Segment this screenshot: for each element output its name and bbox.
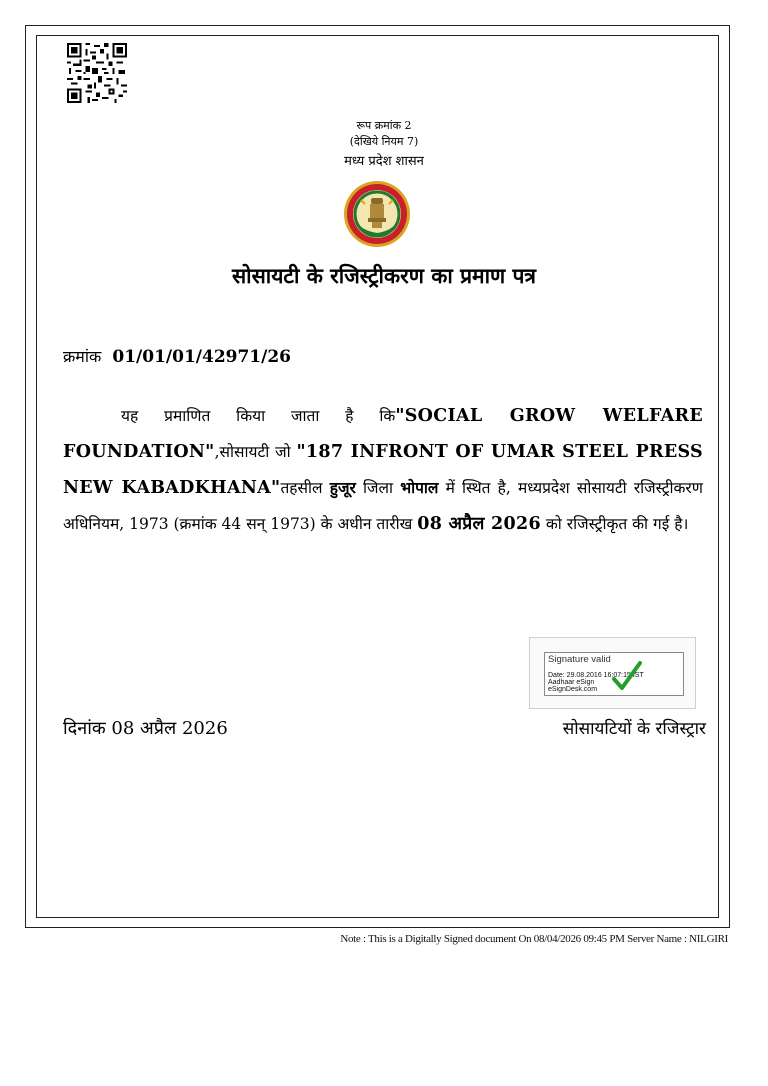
signature-site: eSignDesk.com bbox=[548, 686, 598, 693]
issue-date: दिनांक 08 अप्रैल 2026 bbox=[63, 718, 228, 739]
body-act-text: में स्थित है, मध्यप्रदेश सोसायटी रजिस्ट्रीकरण अधिनियम, 1973 (क्रमांक 44 सन् 1973) के अधीन तारीख bbox=[63, 479, 703, 533]
form-number: रूप क्रमांक 2 bbox=[356, 119, 412, 132]
government-name: मध्य प्रदेश शासन bbox=[344, 154, 424, 169]
registration-value: 01/01/01/42971/26 bbox=[112, 347, 291, 367]
tehsil-name: हुजूर bbox=[329, 478, 356, 497]
society-address: "187 INFRONT OF UMAR STEEL PRESS NEW KABADKHANA" bbox=[63, 442, 703, 498]
signature-status: Signature valid bbox=[548, 654, 611, 665]
registration-number bbox=[63, 345, 291, 367]
signature-provider: Aadhaar eSign bbox=[548, 679, 595, 686]
registration-date: 08 अप्रैल 2026 bbox=[417, 514, 541, 534]
body-tehsil-label: तहसील bbox=[280, 479, 323, 497]
body-intro: यह प्रमाणित किया जाता है कि bbox=[121, 407, 396, 425]
certificate-title: सोसायटी के रजिस्ट्रीकरण का प्रमाण पत्र bbox=[231, 264, 537, 288]
check-icon bbox=[611, 659, 643, 693]
body-society-word: ,सोसायटी जो bbox=[214, 443, 291, 461]
registrar-designation: सोसायटियों के रजिस्ट्रार bbox=[562, 719, 706, 739]
state-emblem-icon bbox=[343, 180, 411, 248]
rule-reference: (देखिये नियम 7) bbox=[349, 135, 419, 148]
society-name: "SOCIAL GROW WELFARE FOUNDATION" bbox=[63, 406, 703, 462]
registration-label: क्रमांक bbox=[63, 347, 102, 366]
qr-code-icon bbox=[67, 43, 127, 103]
body-closing: को रजिस्ट्रीकृत की गई है। bbox=[545, 515, 689, 533]
digital-signature-box[interactable] bbox=[529, 637, 696, 709]
signature-date: Date: 29.08.2016 16:07:15 IST bbox=[548, 672, 644, 679]
signature-panel bbox=[544, 652, 684, 696]
body-district-label: जिला bbox=[362, 479, 394, 497]
district-name: भोपाल bbox=[400, 478, 439, 497]
digital-sign-note: Note : This is a Digitally Signed document On 08/04/2026 09:45 PM Server Name : NILGIRI bbox=[340, 933, 728, 945]
certificate-body bbox=[63, 398, 703, 542]
